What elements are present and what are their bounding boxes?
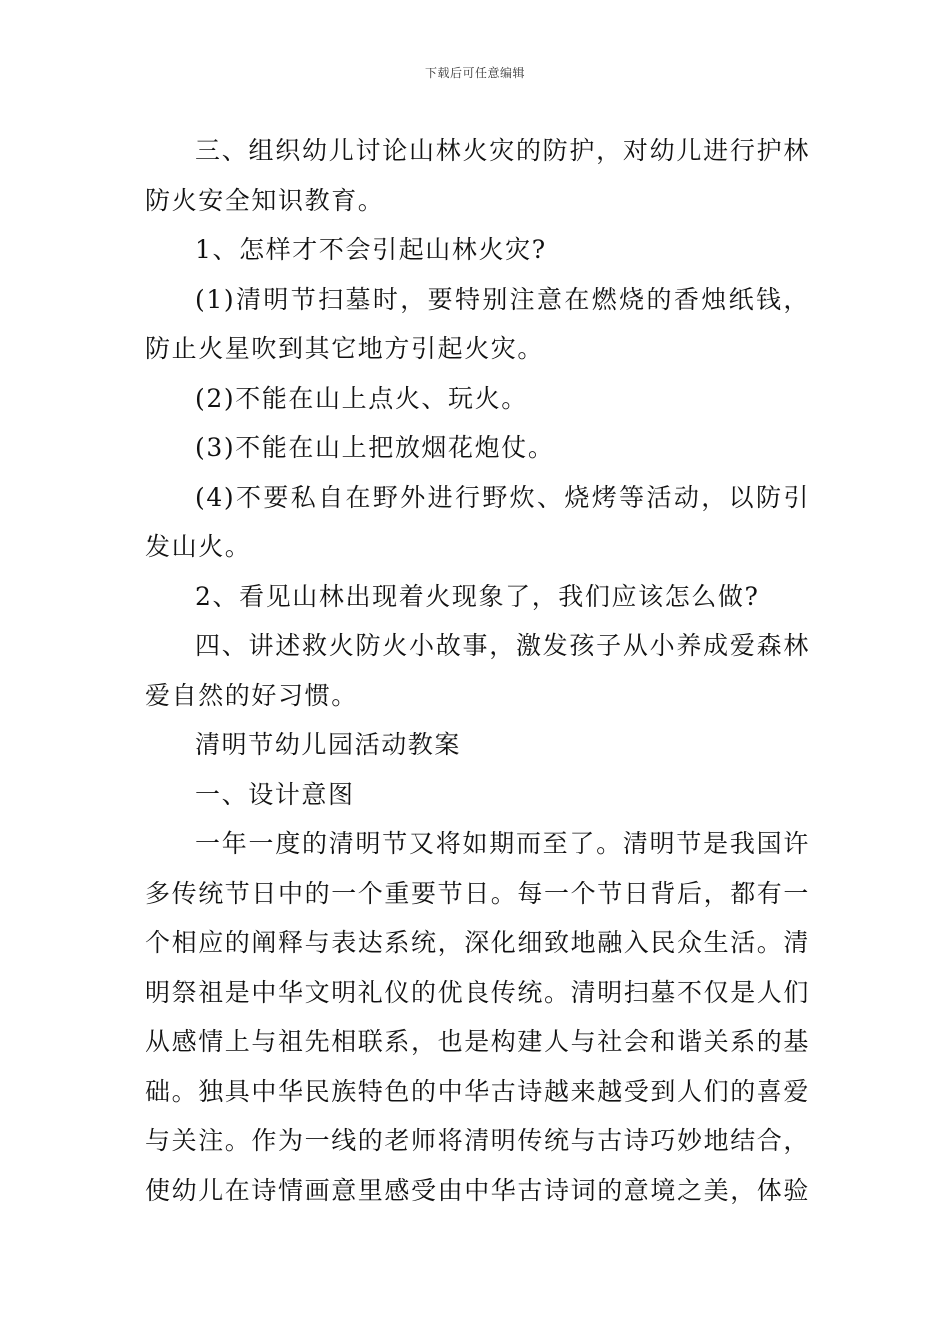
paragraph-section-three: 三、组织幼儿讨论山林火灾的防护，对幼儿进行护林防火安全知识教育。	[145, 136, 810, 215]
paragraph-item-2: (2)不能在山上点火、玩火。	[195, 383, 528, 413]
paragraph-title: 清明节幼儿园活动教案	[195, 730, 462, 759]
paragraph-item-1: (1)清明节扫墓时，要特别注意在燃烧的香烛纸钱，防止火星吹到其它地方引起火灾。	[145, 284, 810, 363]
document-body	[145, 126, 810, 1215]
page-header: 下载后可任意编辑	[424, 66, 525, 80]
paragraph-section-four: 四、讲述救火防火小故事，激发孩子从小养成爱森林爱自然的好习惯。	[145, 631, 810, 710]
paragraph-design-body: 一年一度的清明节又将如期而至了。清明节是我国许多传统节日中的一个重要节日。每一个节日背后，都有一个相应的阐释与表达系统，深化细致地融入民众生活。清明祭祖是中华文明礼仪的优良传统。清明扫墓不仅是人们从感情上与祖先相联系，也是构建人与社会和谐关系的基础。独具中华民族特色的中华古诗越来越受到人们的喜爱与关注。作为一线的老师将清明传统与古诗巧妙地结合，使幼儿在诗情画意里感受由中华古诗词的意境之美，体验	[145, 829, 811, 1205]
paragraph-item-4: (4)不要私自在野外进行野炊、烧烤等活动，以防引发山火。	[145, 482, 810, 561]
paragraph-question-one: 1、怎样才不会引起山林火灾?	[195, 235, 547, 264]
paragraph-question-two: 2、看见山林出现着火现象了，我们应该怎么做?	[195, 581, 760, 611]
paragraph-design-heading: 一、设计意图	[195, 779, 355, 809]
paragraph-item-3: (3)不能在山上把放烟花炮仗。	[195, 433, 555, 462]
